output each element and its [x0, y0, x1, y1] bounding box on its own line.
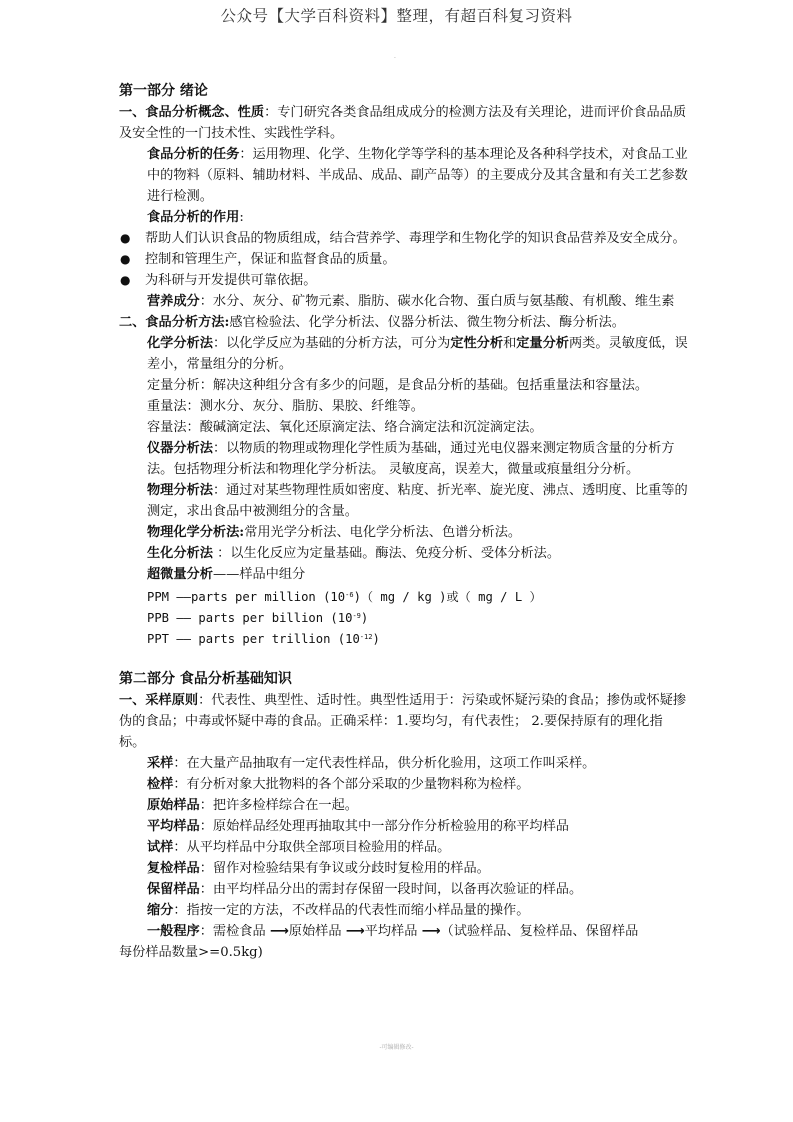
trace-text: ——样品中组分: [212, 567, 306, 582]
chem-label: 化学分析法: [147, 336, 213, 351]
definition-text: ：原始样品经处理再抽取其中一部分作分析检验用的称平均样品: [199, 819, 569, 834]
ppb-exponent: -9: [352, 612, 361, 620]
quant-line: 定量分析：解决这种组分含有多少的问题，是食品分析的基础。包括重量法和容量法。: [147, 378, 649, 393]
grav-line: 重量法：测水分、灰分、脂肪、果胶、纤维等。: [147, 399, 424, 414]
role-bullet: [119, 249, 689, 270]
part2-title: 第二部分 食品分析基础知识: [119, 671, 292, 687]
definition-line: [119, 858, 689, 879]
definition-line: [119, 774, 689, 795]
definition-line: [119, 879, 689, 900]
sampling-label: 一、采样原则: [119, 693, 199, 708]
page-footer: -可编辑修改-: [379, 1044, 414, 1051]
page-header: 公众号【大学百科资料】整理，有超百科复习资料: [220, 7, 573, 25]
document-body: [119, 80, 689, 963]
chem-text: ：以化学反应为基础的分析方法，可分为: [212, 336, 451, 351]
nutrition-paragraph: [119, 291, 689, 312]
sampling-text: ：代表性、典型性、适时性。典型性适用于：污染或怀疑污染的食品；掺伪或怀疑掺伪的食品；中毒或怀疑中毒的食品。正确采样：1.要均匀，有代表性； 2.要保持原有的理化指标。: [119, 693, 687, 750]
task-text: ：运用物理、化学、生物化学等学科的基本理论及各种科学技术，对食品工业中的物料（原料、辅助材料、半成品、成品、副产品等）的主要成分及其含量和有关工艺参数进行检测。: [147, 147, 688, 204]
sampling-paragraph: [119, 690, 689, 753]
ppt-tail: ): [372, 632, 380, 646]
arrow-right-icon: ⟶: [269, 924, 289, 939]
instrument-label: 仪器分析法: [147, 441, 213, 456]
bullet-text: 帮助人们认识食品的物质组成，结合营养学、毒理学和生物化学的知识食品营养及安全成分。: [145, 231, 686, 246]
definition-text: ：留作对检验结果有争议或分歧时复检用的样品。: [199, 861, 490, 876]
procedure-continued: 每份样品数量>=0.5kg): [119, 945, 263, 960]
definition-term: 复检样品: [147, 861, 200, 876]
biochem-line: [119, 543, 689, 564]
procedure-step-4: （试验样品、复检样品、保留样品: [440, 924, 639, 939]
bullet-dot-icon: ●: [120, 252, 131, 266]
physical-label: 物理分析法: [147, 483, 213, 498]
ppb-text: PPB —— parts per billion (10: [147, 611, 353, 625]
concept-paragraph: [119, 102, 689, 144]
definition-text: ：从平均样品中分取供全部项目检验用的样品。: [173, 840, 451, 855]
ppm-exponent: -6: [345, 591, 354, 599]
qualitative-term: 定性分析: [450, 336, 504, 351]
physical-paragraph: [119, 480, 689, 522]
ppt-exponent: -12: [359, 633, 373, 641]
trace-label: 超微量分析: [147, 567, 213, 582]
bullet-dot-icon: ●: [120, 231, 131, 245]
role-colon: :: [239, 210, 244, 225]
chem-text-tail: 两类。灵敏度低，误差小，常量组分的分析。: [147, 336, 688, 372]
procedure-step-2: 原始样品: [288, 924, 342, 939]
role-heading: [119, 207, 689, 228]
header-dot: ·: [394, 55, 396, 62]
methods-text: 感官检验法、化学分析法、仪器分析法、微生物分析法、酶分析法。: [229, 315, 625, 330]
ppm-tail: )（ mg / kg )或（ mg / L ）: [353, 590, 542, 604]
methods-label: 二、食品分析方法:: [119, 315, 230, 330]
chem-and: 和: [503, 336, 517, 351]
procedure-line: [119, 921, 689, 942]
trace-line: [119, 564, 689, 585]
definition-text: ：把许多检样综合在一起。: [199, 798, 358, 813]
definition-term: 试样: [147, 840, 174, 855]
definition-text: ：有分析对象大批物料的各个部分采取的少量物料称为检样。: [173, 777, 530, 792]
definition-line: [119, 753, 689, 774]
bullet-text: 为科研与开发提供可靠依据。: [145, 273, 317, 288]
instrument-paragraph: [119, 438, 689, 480]
part1-title: 第一部分 绪论: [119, 83, 208, 99]
nutrition-label: 营养成分: [147, 294, 200, 309]
task-label: 食品分析的任务: [147, 147, 240, 162]
arrow-right-icon: ⟶: [345, 924, 365, 939]
ppm-line: [119, 585, 689, 606]
biochem-text: ：以生化反应为定量基础。酶法、免疫分析、受体分析法。: [212, 546, 561, 561]
ppt-text: PPT —— parts per trillion (10: [147, 632, 360, 646]
biochem-label: 生化分析法: [147, 546, 213, 561]
definition-line: [119, 900, 689, 921]
section-gap: [119, 648, 689, 668]
ppt-line: [119, 627, 689, 648]
definition-term: 原始样品: [147, 798, 200, 813]
role-bullet: [119, 270, 689, 291]
procedure-step-1: ：需检食品: [199, 924, 266, 939]
definition-term: 平均样品: [147, 819, 200, 834]
physchem-line: [119, 522, 689, 543]
definition-text: ：在大量产品抽取有一定代表性样品，供分析化验用，这项工作叫采样。: [173, 756, 596, 771]
definition-term: 采样: [147, 756, 174, 771]
definition-term: 检样: [147, 777, 174, 792]
physchem-label: 物理化学分析法:: [147, 525, 245, 540]
definition-line: [119, 816, 689, 837]
arrow-right-icon: ⟶: [421, 924, 441, 939]
task-paragraph: [119, 144, 689, 207]
ppm-text: PPM ——parts per million (10: [147, 590, 346, 604]
definition-term: 保留样品: [147, 882, 200, 897]
concept-text: ：专门研究各类食品组成成分的检测方法及有关理论，进而评价食品品质及安全性的一门技术性、实践性学科。: [119, 105, 687, 141]
definition-text: ：指按一定的方法，不改样品的代表性而缩小样品量的操作。: [173, 903, 530, 918]
procedure-step-3: 平均样品: [364, 924, 418, 939]
concept-label: 一、食品分析概念、性质: [119, 105, 265, 120]
bullet-text: 控制和管理生产，保证和监督食品的质量。: [145, 252, 396, 267]
role-bullet: [119, 228, 689, 249]
nutrition-text: ：水分、灰分、矿物元素、脂肪、碳水化合物、蛋白质与氨基酸、有机酸、维生素: [199, 294, 675, 309]
chem-paragraph: [119, 333, 689, 375]
ppb-tail: ): [360, 611, 369, 625]
definition-term: 缩分: [147, 903, 174, 918]
definition-line: [119, 837, 689, 858]
quantitative-term: 定量分析: [516, 336, 569, 351]
ppb-line: [119, 606, 689, 627]
methods-line: [119, 312, 689, 333]
definition-text: ：由平均样品分出的需封存保留一段时间，以备再次验证的样品。: [199, 882, 583, 897]
physical-text: ：通过对某些物理性质如密度、粘度、折光率、旋光度、沸点、透明度、比重等的测定，求出食品中被测组分的含量。: [147, 483, 688, 519]
role-label: 食品分析的作用: [147, 210, 240, 225]
instrument-text: ：以物质的物理或物理化学性质为基础，通过光电仪器来测定物质含量的分析方法。包括物理分析法和物理化学分析法。 灵敏度高，误差大，微量或痕量组分分析。: [147, 441, 675, 477]
procedure-label: 一般程序: [147, 924, 200, 939]
bullet-dot-icon: ●: [120, 273, 131, 287]
vol-line: 容量法：酸碱滴定法、氧化还原滴定法、络合滴定法和沉淀滴定法。: [147, 420, 543, 435]
physchem-text: 常用光学分析法、电化学分析法、色谱分析法。: [244, 525, 522, 540]
definition-line: [119, 795, 689, 816]
